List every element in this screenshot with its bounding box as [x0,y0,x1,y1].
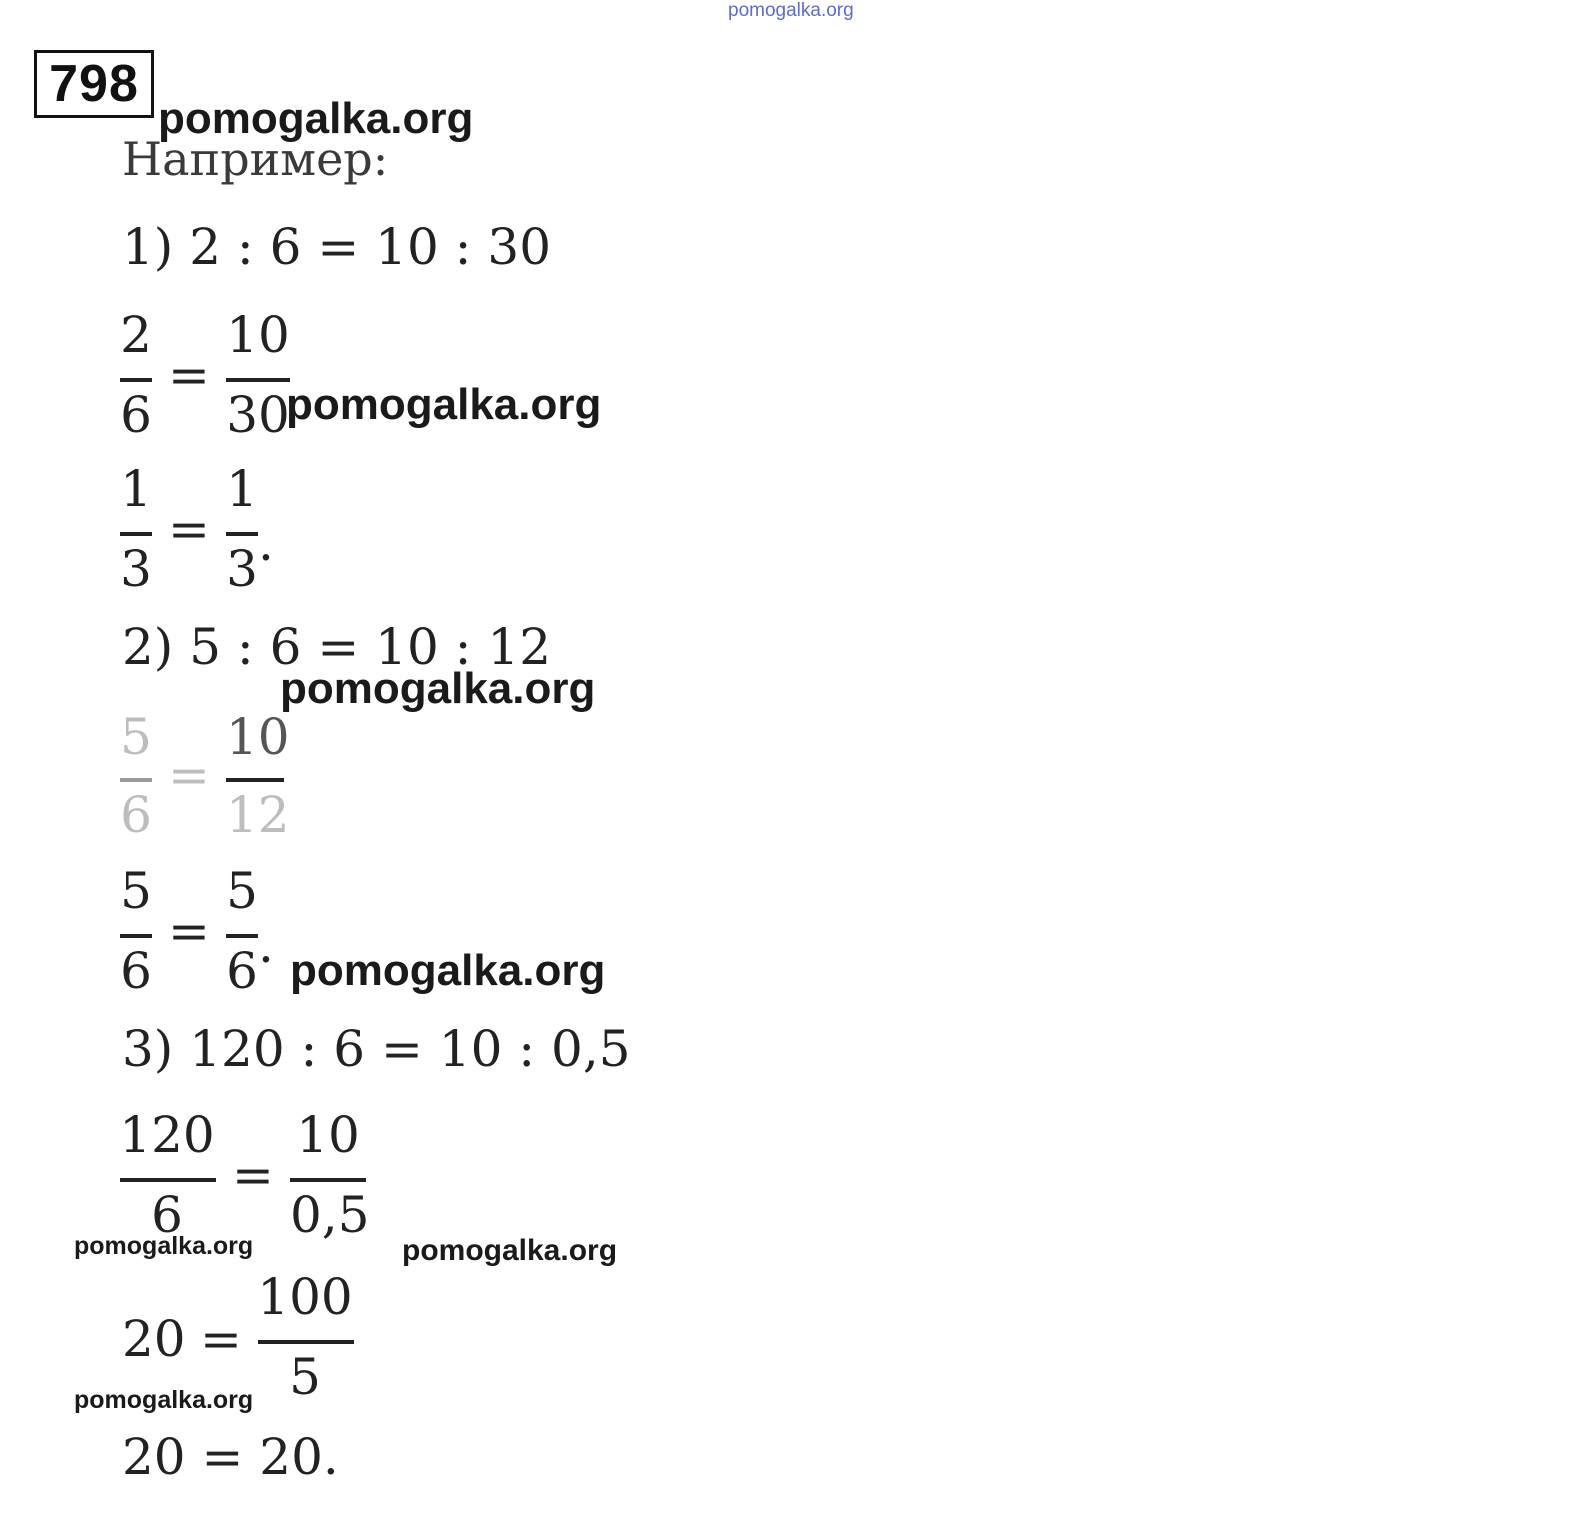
watermark: pomogalka.org [158,94,474,143]
fraction-bar [258,1340,354,1344]
fraction-numerator: 10 [226,306,290,364]
equation-left-value: 20 [122,1310,186,1368]
fraction-numerator: 1 [120,460,152,518]
fraction-denominator: 6 [120,786,152,844]
fraction-denominator: 6 [226,942,258,1000]
final-equation: 20 = 20. [122,1428,339,1486]
watermark: pomogalka.org [74,1232,254,1260]
fraction-bar [120,532,152,536]
fraction-bar [120,1178,216,1182]
fraction-bar [120,934,152,938]
fraction-numerator: 5 [226,862,258,920]
fraction-denominator: 6 [120,386,152,444]
example-2-proportion: 2) 5 : 6 = 10 : 12 [122,618,552,676]
equals-sign: = [168,500,210,558]
period: . [258,916,274,974]
watermark: pomogalka.org [74,1386,254,1414]
fraction-denominator: 3 [226,540,258,598]
fraction-bar [226,778,284,782]
fraction-numerator: 10 [226,708,290,766]
watermark-top: pomogalka.org [728,0,854,21]
equals-sign: = [200,1310,242,1368]
fraction-numerator: 100 [257,1268,353,1326]
fraction-bar [226,934,258,938]
fraction-bar [120,778,152,782]
fraction-denominator: 30 [226,386,290,444]
watermark: pomogalka.org [286,380,602,429]
fraction-denominator: 6 [120,942,152,1000]
fraction-numerator: 10 [296,1106,360,1164]
fraction-bar [226,378,290,382]
fraction-bar [120,378,152,382]
fraction-numerator: 5 [120,862,152,920]
fraction-numerator: 2 [120,306,152,364]
equals-sign: = [168,346,210,404]
equals-sign: = [168,902,210,960]
equals-sign: = [168,746,210,804]
equals-sign: = [232,1146,274,1204]
example-1-proportion: 1) 2 : 6 = 10 : 30 [122,218,552,276]
watermark: pomogalka.org [280,664,596,713]
fraction-denominator: 12 [226,786,290,844]
fraction-numerator: 5 [120,708,152,766]
intro-label: Например: [122,132,389,186]
fraction-denominator: 3 [120,540,152,598]
watermark: pomogalka.org [402,1234,618,1267]
fraction-numerator: 1 [226,460,258,518]
fraction-denominator: 0,5 [290,1186,370,1244]
fraction-bar [290,1178,366,1182]
period: . [258,514,274,572]
watermark: pomogalka.org [290,946,606,995]
problem-number: 798 [34,50,154,118]
fraction-numerator: 120 [119,1106,215,1164]
fraction-denominator: 6 [151,1186,183,1244]
fraction-denominator: 5 [289,1348,321,1406]
fraction-bar [226,532,258,536]
example-3-proportion: 3) 120 : 6 = 10 : 0,5 [122,1020,631,1078]
